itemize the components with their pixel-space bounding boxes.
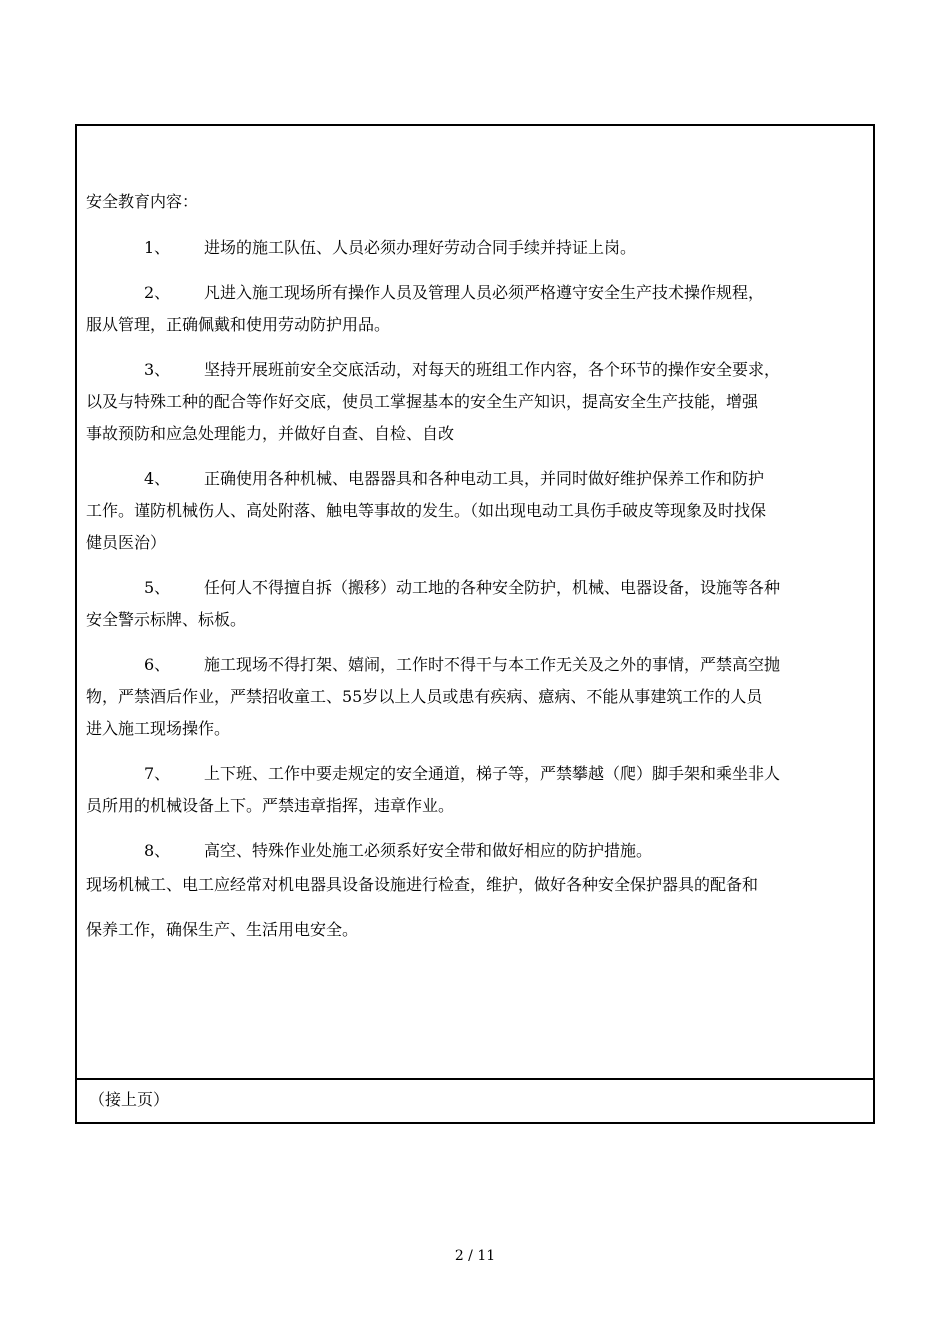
item-text: 以及与特殊工种的配合等作好交底，使员工掌握基本的安全生产知识，提高安全生产技能，增强 xyxy=(86,392,759,411)
item-text: 上下班、工作中要走规定的安全通道，梯子等，严禁攀越（爬）脚手架和乘坐非人 xyxy=(204,764,781,783)
item-text: 施工现场不得打架、嬉闹，工作时不得干与本工作无关及之外的事情，严禁高空抛 xyxy=(204,655,781,674)
item-number: 1、 xyxy=(144,238,171,257)
item-text: 坚持开展班前安全交底活动，对每天的班组工作内容，各个环节的操作安全要求， xyxy=(204,360,781,379)
item-number: 6、 xyxy=(144,655,171,674)
item-text: 安全警示标牌、标板。 xyxy=(86,610,247,629)
list-item xyxy=(86,649,867,745)
item-number: 7、 xyxy=(144,764,171,783)
item-text: 事故预防和应急处理能力，并做好自查、自检、自改 xyxy=(86,424,455,443)
item-number: 3、 xyxy=(144,360,171,379)
item-number: 5、 xyxy=(144,578,171,597)
list-item xyxy=(86,463,867,559)
item-text: 进入施工现场操作。 xyxy=(86,719,231,738)
item-text: 健员医治） xyxy=(86,533,167,552)
section-heading: 安全教育内容： xyxy=(86,192,199,211)
safety-education-cell xyxy=(77,126,873,1080)
item-text: 任何人不得擅自拆（搬移）动工地的各种安全防护，机械、电器设备，设施等各种 xyxy=(204,578,781,597)
item-text: 物，严禁酒后作业，严禁招收童工、55岁以上人员或患有疾病、癔病、不能从事建筑工作的人员 xyxy=(86,687,763,706)
content-table xyxy=(75,124,875,1124)
item-text: 高空、特殊作业处施工必须系好安全带和做好相应的防护措施。 xyxy=(204,841,653,860)
list-item xyxy=(86,354,867,450)
item-text: 员所用的机械设备上下。严禁违章指挥，违章作业。 xyxy=(86,796,455,815)
closing-text: 保养工作，确保生产、生活用电安全。 xyxy=(86,920,359,939)
item-number: 4、 xyxy=(144,469,171,488)
item-number: 2、 xyxy=(144,283,171,302)
item-number: 8、 xyxy=(144,841,171,860)
continued-cell: （接上页） xyxy=(89,1090,170,1109)
closing-paragraph xyxy=(86,869,867,946)
list-item xyxy=(86,277,867,341)
closing-text: 现场机械工、电工应经常对机电器具设备设施进行检查，维护，做好各种安全保护器具的配备和 xyxy=(86,875,759,894)
list-item xyxy=(86,232,867,264)
item-text: 服从管理，正确佩戴和使用劳动防护用品。 xyxy=(86,315,391,334)
item-text: 正确使用各种机械、电器器具和各种电动工具，并同时做好维护保养工作和防护 xyxy=(204,469,765,488)
item-text: 凡进入施工现场所有操作人员及管理人员必须严格遵守安全生产技术操作规程， xyxy=(204,283,765,302)
list-item xyxy=(86,835,867,867)
list-item xyxy=(86,758,867,822)
page-number: 2 / 11 xyxy=(454,1248,496,1264)
item-text: 工作。谨防机械伤人、高处附落、触电等事故的发生。（如出现电动工具伤手破皮等现象及时找保 xyxy=(86,501,767,520)
item-text: 进场的施工队伍、人员必须办理好劳动合同手续并持证上岗。 xyxy=(204,238,637,257)
list-item xyxy=(86,572,867,636)
